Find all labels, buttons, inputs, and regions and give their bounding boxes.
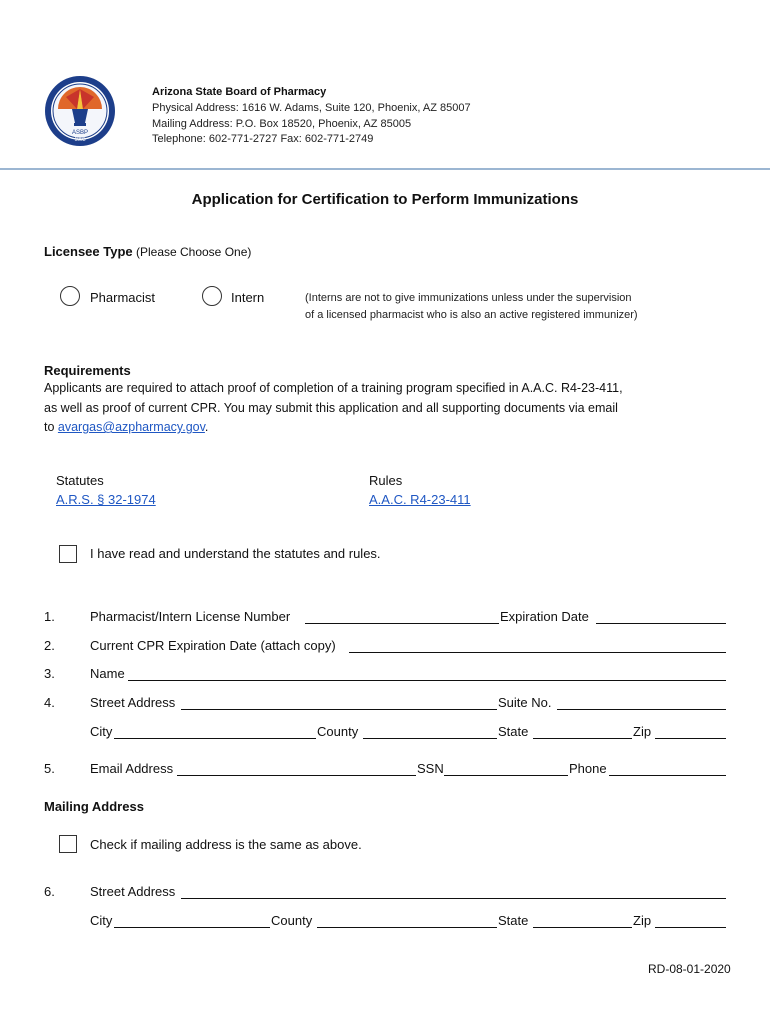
statutes-label: Statutes [56,473,104,488]
field-number-3: 3. [44,666,55,681]
mailing-street-address-input[interactable] [181,887,726,899]
rules-link[interactable]: A.A.C. R4-23-411 [369,492,471,507]
acknowledge-label: I have read and understand the statutes and rules. [90,546,381,561]
mailing-zip-input[interactable] [655,916,726,928]
intern-label: Intern [231,290,265,305]
ssn-label: SSN [417,761,444,776]
street-address-input[interactable] [181,698,497,710]
state-input[interactable] [533,727,632,739]
expiration-date-input[interactable] [596,612,726,624]
county-label: County [317,724,359,739]
header-divider [0,168,770,170]
statutes-link[interactable]: A.R.S. § 32-1974 [56,492,156,507]
form-title: Application for Certification to Perform Immunizations [191,191,579,208]
cpr-expiration-label: Current CPR Expiration Date (attach copy) [90,638,336,653]
same-address-label: Check if mailing address is the same as above. [90,837,362,852]
mailing-zip-label: Zip [633,913,652,928]
svg-text:ASBP: ASBP [71,130,89,136]
street-address-label: Street Address [90,695,176,710]
suite-label: Suite No. [498,695,552,710]
email-address-label: Email Address [90,761,174,776]
county-input[interactable] [363,727,497,739]
license-number-input[interactable] [305,612,499,624]
ssn-input[interactable] [444,764,568,776]
mailing-address-heading: Mailing Address [44,799,144,814]
mailing-state-input[interactable] [533,916,632,928]
phone-label: Phone [569,761,607,776]
city-input[interactable] [114,727,316,739]
city-label: City [90,724,113,739]
same-address-checkbox[interactable] [59,835,77,853]
expiration-date-label: Expiration Date [500,609,589,624]
intern-note-line2: of a licensed pharmacist who is also an active registered immunizer) [305,309,638,321]
requirements-line1: Applicants are required to attach proof of completion of a training program specified in A.A.C. R4-23-411, [44,381,623,395]
board-name: Arizona State Board of Pharmacy [152,86,327,98]
intern-note-line1: (Interns are not to give immunizations unless under the supervision [305,292,632,304]
intern-radio[interactable] [202,286,222,306]
requirements-line3 [44,420,208,434]
rules-label: Rules [369,473,403,488]
phone-input[interactable] [609,764,726,776]
mailing-city-input[interactable] [114,916,270,928]
email-address-input[interactable] [177,764,416,776]
name-input[interactable] [128,669,726,681]
physical-address: Physical Address: 1616 W. Adams, Suite 120, Phoenix, AZ 85007 [152,102,471,114]
pharmacist-label: Pharmacist [90,290,156,305]
zip-input[interactable] [655,727,726,739]
licensee-type-heading [44,244,251,259]
telephone: Telephone: 602-771-2727 Fax: 602-771-2749 [152,133,374,145]
requirements-line2: as well as proof of current CPR. You may submit this application and all supporting documents via email [44,401,618,415]
form-code: RD-08-01-2020 [648,962,731,976]
email-link[interactable]: avargas@azpharmacy.gov [57,420,205,434]
svg-text:1903: 1903 [74,137,86,143]
field-number-5: 5. [44,761,55,776]
licensee-type-label: Licensee Type [44,244,133,259]
mailing-county-input[interactable] [317,916,497,928]
field-number-6: 6. [44,884,55,899]
suite-input[interactable] [557,698,726,710]
mailing-city-label: City [90,913,113,928]
field-number-1: 1. [44,609,55,624]
board-seal-logo [44,75,116,147]
mailing-street-address-label: Street Address [90,884,176,899]
licensee-type-hint: (Please Choose One) [132,245,252,259]
pharmacist-radio[interactable] [60,286,80,306]
field-number-4: 4. [44,695,55,710]
field-number-2: 2. [44,638,55,653]
acknowledge-checkbox[interactable] [59,545,77,563]
mailing-county-label: County [271,913,313,928]
requirements-line3-suffix: . [204,420,209,434]
requirements-heading: Requirements [44,363,131,378]
mailing-address: Mailing Address: P.O. Box 18520, Phoenix, AZ 85005 [152,118,412,130]
mailing-state-label: State [498,913,529,928]
license-number-label: Pharmacist/Intern License Number [90,609,291,624]
requirements-line3-prefix: to [44,420,58,434]
name-label: Name [90,666,125,681]
state-label: State [498,724,529,739]
cpr-expiration-input[interactable] [349,641,726,653]
zip-label: Zip [633,724,652,739]
